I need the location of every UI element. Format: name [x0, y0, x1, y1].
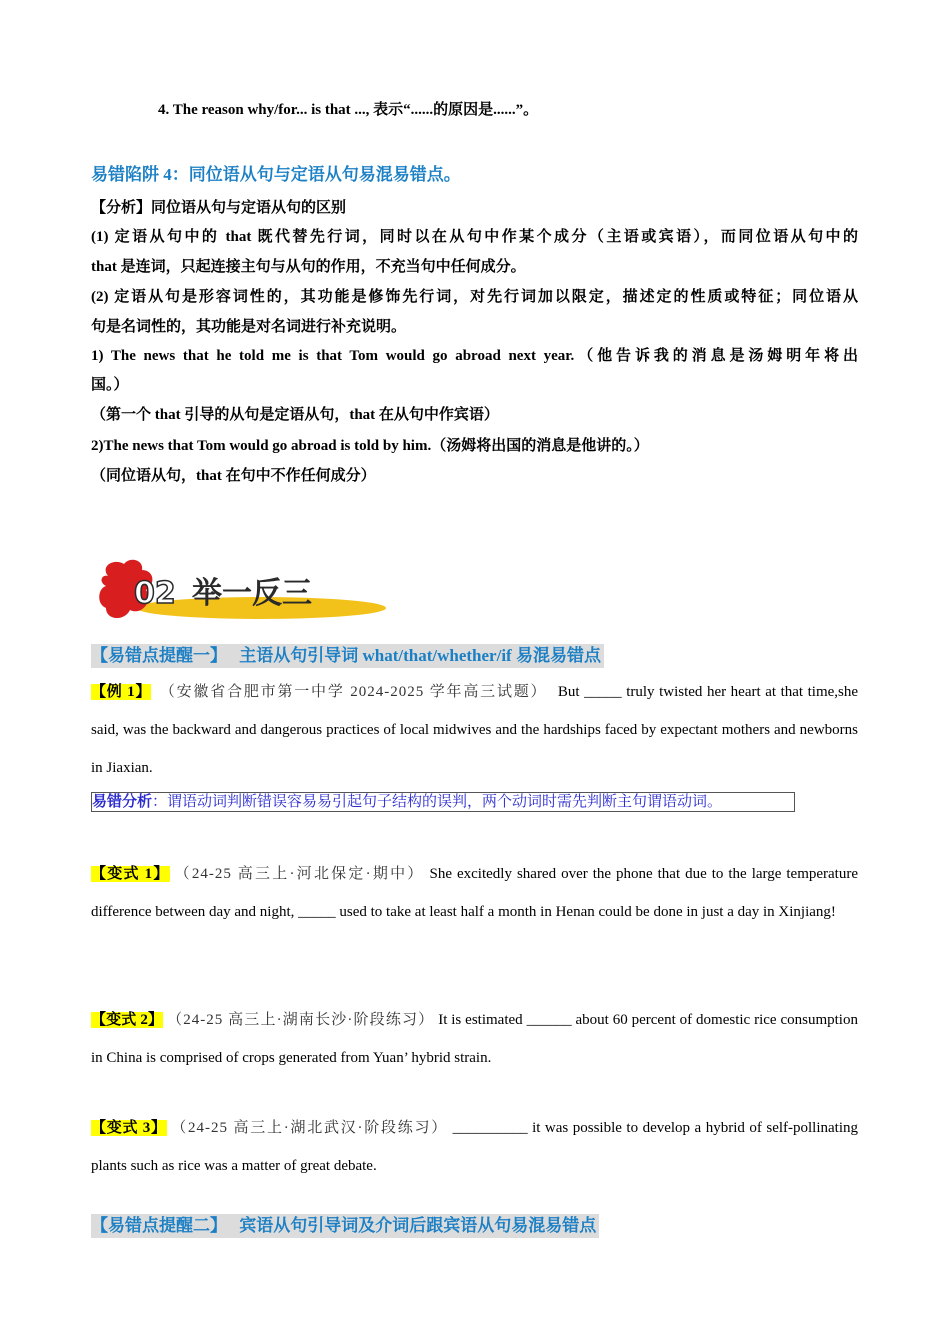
example1-tag: 【例 1】 — [91, 684, 152, 700]
tip1-heading — [91, 644, 604, 668]
variant1-text: She excitedly shared over the phone that due to the large temperature difference between day and night, _____ used to take at least half a month in Henan could be done in just a day in Xinjiang! — [91, 866, 858, 920]
trap4-analysis-title: 【分析】同位语从句与定语从句的区别 — [91, 200, 347, 216]
variant2 — [91, 1001, 858, 1077]
example1-analysis — [91, 792, 795, 812]
variant1-source: （24-25 高三上·河北保定·期中） — [174, 866, 425, 882]
example1-source: （安徽省合肥市第一中学 2024-2025 学年高三试题） — [159, 684, 548, 700]
example1 — [91, 673, 858, 787]
example1-analysis-text: ：谓语动词判断错误容易易引起句子结构的误判，两个动词时需先判断主句谓语动词。 — [152, 794, 723, 810]
trap4-title: 易错陷阱 4：同位语从句与定语从句易混易错点。 — [91, 165, 461, 184]
trap4-ex1-note: （第一个 that 引导的从句是定语从句，that 在从句中作宾语） — [91, 407, 499, 423]
variant2-source: （24-25 高三上·湖南长沙·阶段练习） — [167, 1012, 435, 1028]
top-note: 4. The reason why/for... is that ..., 表示“......的原因是......”。 — [158, 102, 539, 118]
example1-analysis-label: 易错分析 — [92, 794, 153, 810]
tip2-label: 【易错点提醒二】 — [91, 1216, 227, 1235]
variant2-text: It is estimated ______ about 60 percent of domestic rice consumption in China is comprised of crops generated from Yuan’ hybrid strain. — [91, 1012, 858, 1066]
trap4-p1-line1: (1) 定语从句中的 that 既代替先行词，同时以在从句中作某个成分（主语或宾语），而同位语从句中的 — [91, 229, 858, 245]
section-banner — [96, 556, 396, 628]
variant3-text: __________ it was possible to develop a hybrid of self-pollinating plants such as rice was a matter of great debate. — [91, 1120, 859, 1174]
tip2-text: 宾语从句引导词及介词后跟宾语从句易混易错点 — [239, 1216, 597, 1235]
trap4-ex2-note: （同位语从句，that 在句中不作任何成分） — [91, 468, 376, 484]
banner-number: 02 — [134, 576, 176, 611]
tip2-heading — [91, 1214, 599, 1238]
example1-text: But _____ truly twisted her heart at that time,she said, was the backward and dangerous practices of local midwives and the hardships faced by expectant mothers and newborns in Jiaxian. — [91, 684, 859, 776]
trap4-p1-line2: that 是连词，只起连接主句与从句的作用，不充当句中任何成分。 — [91, 259, 526, 275]
variant1-tag: 【变式 1】 — [91, 866, 170, 882]
variant2-tag: 【变式 2】 — [91, 1012, 164, 1028]
banner-title: 举一反三 — [192, 576, 312, 611]
trap4-ex1-line1: 1) The news that he told me is that Tom would go abroad next year.（他告诉我的消息是汤姆明年将出 — [91, 348, 858, 364]
tip1-text: 主语从句引导词 what/that/whether/if 易混易错点 — [239, 646, 601, 665]
banner-graphic — [96, 556, 396, 628]
trap4-p2-line1: (2) 定语从句是形容词性的，其功能是修饰先行词，对先行词加以限定，描述定的性质或特征；同位语从 — [91, 289, 858, 305]
variant3-tag: 【变式 3】 — [91, 1120, 167, 1136]
trap4-ex1-line2: 国。） — [91, 377, 129, 393]
variant3 — [91, 1109, 858, 1185]
tip1-label: 【易错点提醒一】 — [91, 646, 227, 665]
variant3-source: （24-25 高三上·湖北武汉·阶段练习） — [171, 1120, 449, 1136]
trap4-p2-line2: 句是名词性的，其功能是对名词进行补充说明。 — [91, 319, 407, 335]
variant1 — [91, 855, 858, 931]
trap4-ex2: 2)The news that Tom would go abroad is told by him.（汤姆将出国的消息是他讲的。） — [91, 438, 649, 454]
